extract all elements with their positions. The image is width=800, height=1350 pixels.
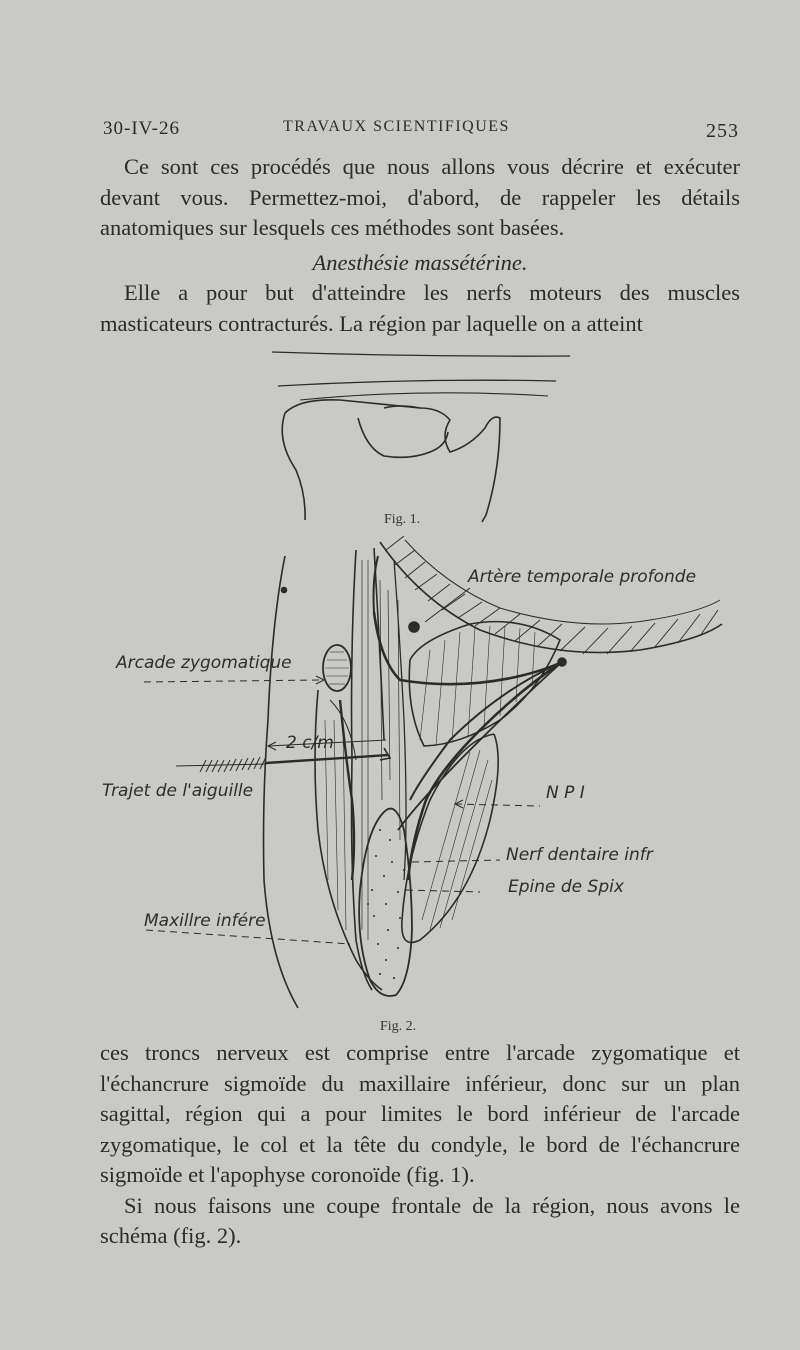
body-text [100, 1038, 740, 1252]
figure-2-drawing [144, 536, 722, 1008]
label-nerf-dentaire: Nerf dentaire infr [506, 845, 653, 865]
label-arcade-zygomatique: Arcade zygomatique [116, 653, 292, 673]
page-number: 253 [706, 120, 739, 142]
paragraph-2: Elle a pour but d'atteindre les nerfs moteurs des muscles masticateurs contracturés. La région par laquelle on a atteint [100, 280, 740, 336]
label-artere-temporale: Artère temporale profonde [468, 567, 697, 587]
paragraph-3: ces troncs nerveux est comprise entre l'arcade zygomatique et l'échancrure sigmoïde du maxillaire inférieur, donc sur un plan sagittal, région qui a pour limites le bord inférieur de l'arcade zygomatique, le col et la tête du condyle, le bord de l'échancrure sigmoïde et l'apophyse coronoïde (fig. 1). [100, 1040, 740, 1187]
label-maxillaire: Maxillre infére [144, 911, 266, 931]
label-distance: 2 c/m [286, 733, 334, 753]
label-epine-spix: Epine de Spix [508, 877, 624, 897]
paragraph-4: Si nous faisons une coupe frontale de la région, nous avons le schéma (fig. 2). [100, 1192, 740, 1248]
figure-1-drawing [272, 352, 570, 522]
figure-1-caption: Fig. 1. [384, 512, 421, 527]
header-date: 30-IV-26 [103, 118, 180, 139]
label-trajet-aiguille: Trajet de l'aiguille [102, 781, 254, 801]
paragraph-1: Ce sont ces procédés que nous allons vous décrire et exécuter devant vous. Permettez-moi, d'abord, de rappeler les détails anatomiques sur lesquels ces méthodes sont basées. [100, 154, 740, 240]
figure-2-caption: Fig. 2. [380, 1019, 417, 1034]
running-title: TRAVAUX SCIENTIFIQUES [283, 118, 510, 135]
section-subtitle: Anesthésie massétérine. [312, 249, 528, 275]
label-npi: N P I [546, 783, 585, 803]
